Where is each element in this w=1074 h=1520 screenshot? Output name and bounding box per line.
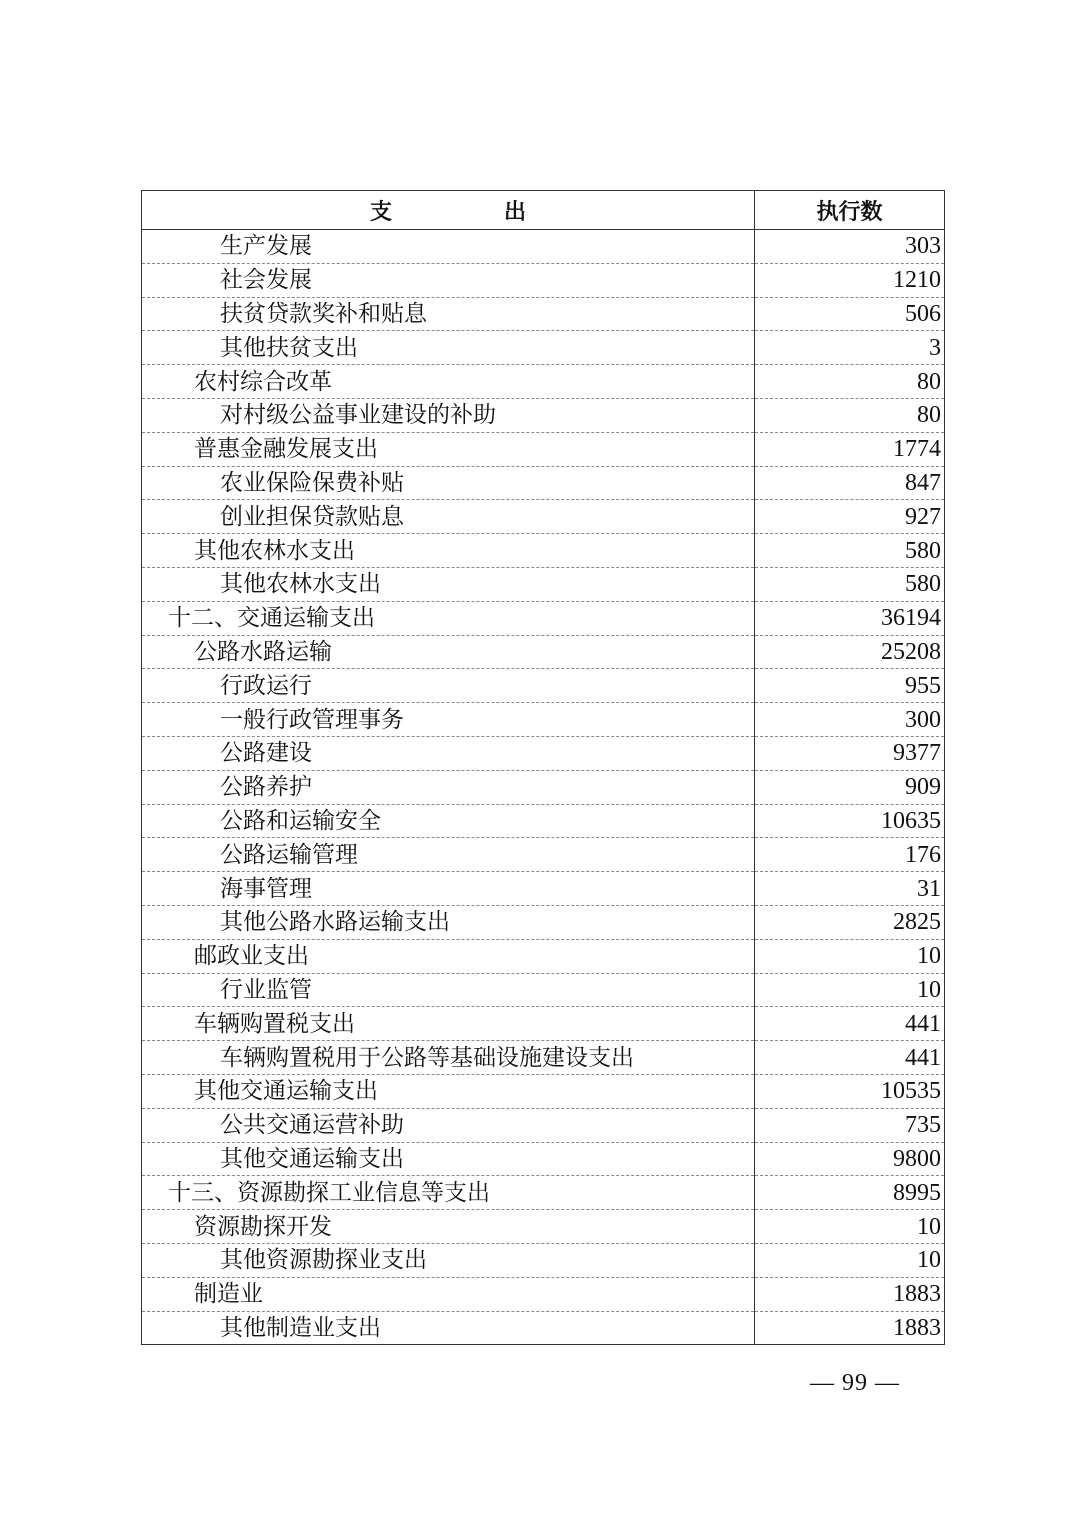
row-amount: 580 — [755, 534, 945, 568]
row-label: 其他交通运输支出 — [142, 1142, 755, 1176]
table-row — [142, 1210, 945, 1244]
row-label: 公路建设 — [142, 736, 755, 770]
table-row — [142, 331, 945, 365]
row-label: 一般行政管理事务 — [142, 703, 755, 737]
table-row — [142, 939, 945, 973]
table-row — [142, 973, 945, 1007]
table-row — [142, 838, 945, 872]
row-amount: 10 — [755, 973, 945, 1007]
table-row — [142, 669, 945, 703]
row-label: 公共交通运营补助 — [142, 1108, 755, 1142]
row-amount: 80 — [755, 398, 945, 432]
row-amount: 10 — [755, 1243, 945, 1277]
row-amount: 955 — [755, 669, 945, 703]
row-label: 社会发展 — [142, 263, 755, 297]
row-amount: 2825 — [755, 905, 945, 939]
row-label: 其他交通运输支出 — [142, 1074, 755, 1108]
header-expenditure-a: 支 — [369, 199, 392, 225]
row-amount: 25208 — [755, 635, 945, 669]
table-row — [142, 263, 945, 297]
row-amount: 441 — [755, 1041, 945, 1075]
row-amount: 1774 — [755, 432, 945, 466]
table-row — [142, 703, 945, 737]
table-row — [142, 567, 945, 601]
row-label: 邮政业支出 — [142, 939, 755, 973]
row-amount: 303 — [755, 230, 945, 264]
row-label: 其他公路水路运输支出 — [142, 905, 755, 939]
row-label: 农村综合改革 — [142, 365, 755, 399]
header-executed: 执行数 — [755, 191, 945, 230]
row-amount: 1883 — [755, 1277, 945, 1311]
table-row — [142, 466, 945, 500]
row-amount: 3 — [755, 331, 945, 365]
header-expenditure-b: 出 — [504, 199, 527, 225]
header-expenditure — [142, 191, 755, 230]
table-row — [142, 1311, 945, 1345]
row-label: 十三、资源勘探工业信息等支出 — [142, 1176, 755, 1210]
row-amount: 10 — [755, 939, 945, 973]
row-amount: 10635 — [755, 804, 945, 838]
row-amount: 300 — [755, 703, 945, 737]
table-row — [142, 230, 945, 264]
row-label: 公路水路运输 — [142, 635, 755, 669]
row-amount: 9800 — [755, 1142, 945, 1176]
row-label: 海事管理 — [142, 872, 755, 906]
table-row — [142, 1176, 945, 1210]
table-row — [142, 905, 945, 939]
table-row — [142, 1142, 945, 1176]
row-label: 公路养护 — [142, 770, 755, 804]
row-label: 车辆购置税支出 — [142, 1007, 755, 1041]
header-row — [142, 191, 945, 230]
table-row — [142, 534, 945, 568]
row-label: 扶贫贷款奖补和贴息 — [142, 297, 755, 331]
row-label: 普惠金融发展支出 — [142, 432, 755, 466]
budget-table — [141, 190, 945, 1345]
table-row — [142, 872, 945, 906]
row-amount: 31 — [755, 872, 945, 906]
table-row — [142, 736, 945, 770]
row-amount: 1210 — [755, 263, 945, 297]
table-row — [142, 1041, 945, 1075]
row-label: 其他扶贫支出 — [142, 331, 755, 365]
row-amount: 927 — [755, 500, 945, 534]
table-row — [142, 635, 945, 669]
row-amount: 909 — [755, 770, 945, 804]
row-amount: 176 — [755, 838, 945, 872]
row-label: 其他制造业支出 — [142, 1311, 755, 1345]
row-amount: 580 — [755, 567, 945, 601]
row-label: 资源勘探开发 — [142, 1210, 755, 1244]
table-row — [142, 297, 945, 331]
row-label: 其他农林水支出 — [142, 567, 755, 601]
page-number: — 99 — — [810, 1370, 900, 1396]
table-row — [142, 500, 945, 534]
row-label: 其他农林水支出 — [142, 534, 755, 568]
table-row — [142, 601, 945, 635]
row-label: 制造业 — [142, 1277, 755, 1311]
row-amount: 80 — [755, 365, 945, 399]
row-amount: 441 — [755, 1007, 945, 1041]
row-amount: 847 — [755, 466, 945, 500]
row-label: 车辆购置税用于公路等基础设施建设支出 — [142, 1041, 755, 1075]
table-row — [142, 1243, 945, 1277]
table-body — [142, 230, 945, 1345]
table-row — [142, 1108, 945, 1142]
table-row — [142, 432, 945, 466]
row-label: 创业担保贷款贴息 — [142, 500, 755, 534]
table-row — [142, 1074, 945, 1108]
row-amount: 1883 — [755, 1311, 945, 1345]
row-label: 十二、交通运输支出 — [142, 601, 755, 635]
row-label: 农业保险保费补贴 — [142, 466, 755, 500]
table-row — [142, 1277, 945, 1311]
row-label: 其他资源勘探业支出 — [142, 1243, 755, 1277]
table-row — [142, 1007, 945, 1041]
row-label: 公路和运输安全 — [142, 804, 755, 838]
row-label: 公路运输管理 — [142, 838, 755, 872]
row-amount: 506 — [755, 297, 945, 331]
row-label: 生产发展 — [142, 230, 755, 264]
row-amount: 735 — [755, 1108, 945, 1142]
table-row — [142, 770, 945, 804]
row-amount: 9377 — [755, 736, 945, 770]
row-label: 对村级公益事业建设的补助 — [142, 398, 755, 432]
row-label: 行政运行 — [142, 669, 755, 703]
table-row — [142, 804, 945, 838]
row-label: 行业监管 — [142, 973, 755, 1007]
row-amount: 8995 — [755, 1176, 945, 1210]
row-amount: 36194 — [755, 601, 945, 635]
row-amount: 10535 — [755, 1074, 945, 1108]
table-row — [142, 365, 945, 399]
row-amount: 10 — [755, 1210, 945, 1244]
table-row — [142, 398, 945, 432]
